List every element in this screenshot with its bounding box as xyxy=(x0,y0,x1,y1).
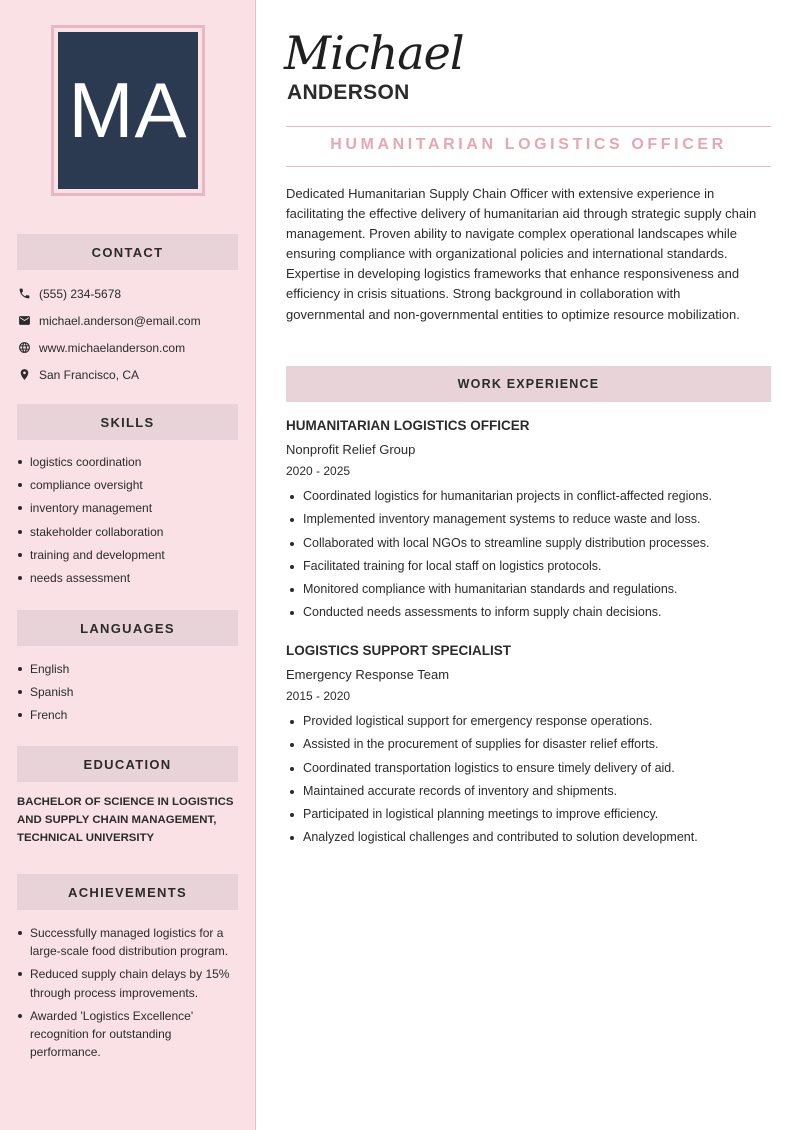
job-bullet: Conducted needs assessments to inform supply chain decisions. xyxy=(286,604,771,621)
job-bullets xyxy=(286,488,771,621)
skills-list xyxy=(17,453,165,592)
education-degree: BACHELOR OF SCIENCE IN LOGISTICS AND SUPPLY CHAIN MANAGEMENT, TECHNICAL UNIVERSITY xyxy=(17,796,234,845)
job-bullet: Collaborated with local NGOs to streamline supply distribution processes. xyxy=(286,535,771,552)
contact-phone xyxy=(17,280,201,307)
map-pin-icon xyxy=(17,368,31,382)
languages-heading: LANGUAGES xyxy=(17,610,238,646)
contact-list xyxy=(17,280,201,388)
job-bullet: Monitored compliance with humanitarian standards and regulations. xyxy=(286,581,771,598)
job-dates: 2020 - 2025 xyxy=(286,464,351,478)
professional-title: HUMANITARIAN LOGISTICS OFFICER xyxy=(330,136,727,153)
skills-heading: SKILLS xyxy=(17,404,238,440)
envelope-icon xyxy=(17,314,31,328)
contact-email-text[interactable]: michael.anderson@email.com xyxy=(39,313,201,328)
job-bullet: Implemented inventory management systems to reduce waste and loss. xyxy=(286,511,771,528)
job-bullet: Provided logistical support for emergency response operations. xyxy=(286,713,771,730)
sidebar xyxy=(0,0,256,1130)
education-heading: EDUCATION xyxy=(17,746,238,782)
achievements-list xyxy=(17,924,242,1066)
skill-item: compliance oversight xyxy=(17,476,165,494)
job-role: LOGISTICS SUPPORT SPECIALIST xyxy=(286,643,512,658)
achievement-item: Reduced supply chain delays by 15% through process improvements. xyxy=(17,965,242,1001)
language-item: French xyxy=(17,706,73,724)
job-company: Emergency Response Team xyxy=(286,667,450,682)
monogram-frame xyxy=(51,25,205,196)
skill-item: needs assessment xyxy=(17,569,165,587)
achievements-heading: ACHIEVEMENTS xyxy=(17,874,238,910)
skill-item: training and development xyxy=(17,546,165,564)
skill-item: logistics coordination xyxy=(17,453,165,471)
job-entry xyxy=(286,416,771,628)
contact-location xyxy=(17,361,201,388)
achievement-item: Successfully managed logistics for a large-scale food distribution program. xyxy=(17,924,242,960)
job-company: Nonprofit Relief Group xyxy=(286,442,416,457)
job-bullet: Coordinated transportation logistics to ensure timely delivery of aid. xyxy=(286,760,771,777)
job-bullet: Assisted in the procurement of supplies for disaster relief efforts. xyxy=(286,736,771,753)
contact-website[interactable] xyxy=(17,334,201,361)
phone-icon xyxy=(17,287,31,301)
job-bullets xyxy=(286,713,771,846)
job-bullet: Analyzed logistical challenges and contributed to solution development. xyxy=(286,829,771,846)
job-role: HUMANITARIAN LOGISTICS OFFICER xyxy=(286,418,530,433)
contact-website-text[interactable]: www.michaelanderson.com xyxy=(39,340,186,355)
skill-item: inventory management xyxy=(17,499,165,517)
job-bullet: Coordinated logistics for humanitarian projects in conflict-affected regions. xyxy=(286,488,771,505)
last-name: ANDERSON xyxy=(287,81,410,104)
work-experience-heading: WORK EXPERIENCE xyxy=(286,366,771,402)
job-bullet: Maintained accurate records of inventory and shipments. xyxy=(286,783,771,800)
title-rule-bottom xyxy=(286,166,771,167)
language-item: English xyxy=(17,660,73,678)
job-bullet: Participated in logistical planning meetings to improve efficiency. xyxy=(286,806,771,823)
globe-icon xyxy=(17,341,31,355)
contact-heading: CONTACT xyxy=(17,234,238,270)
language-item: Spanish xyxy=(17,683,73,701)
contact-phone-text: (555) 234-5678 xyxy=(39,286,122,301)
title-rule-top xyxy=(286,126,771,127)
contact-email[interactable] xyxy=(17,307,201,334)
languages-list xyxy=(17,660,73,730)
job-bullet: Facilitated training for local staff on logistics protocols. xyxy=(286,558,771,575)
job-entry xyxy=(286,641,771,853)
skill-item: stakeholder collaboration xyxy=(17,523,165,541)
job-dates: 2015 - 2020 xyxy=(286,689,351,703)
profile-summary: Dedicated Humanitarian Supply Chain Officer with extensive experience in facilitating the effective delivery of humanitarian aid through strategic supply chain management. Proven ability to navigate complex operational landscapes while ensuring compliance with organizational policies and international standards. Expertise in developing logistics frameworks that enhance responsiveness and efficiency in crisis situations. Strong background in collaboration with governmental and non-governmental entities to optimize resource mobilization. xyxy=(286,186,757,322)
achievement-item: Awarded 'Logistics Excellence' recognition for outstanding performance. xyxy=(17,1007,242,1062)
first-name: Michael xyxy=(284,26,464,80)
contact-location-text: San Francisco, CA xyxy=(39,367,140,382)
monogram-initials: MA xyxy=(58,32,198,189)
